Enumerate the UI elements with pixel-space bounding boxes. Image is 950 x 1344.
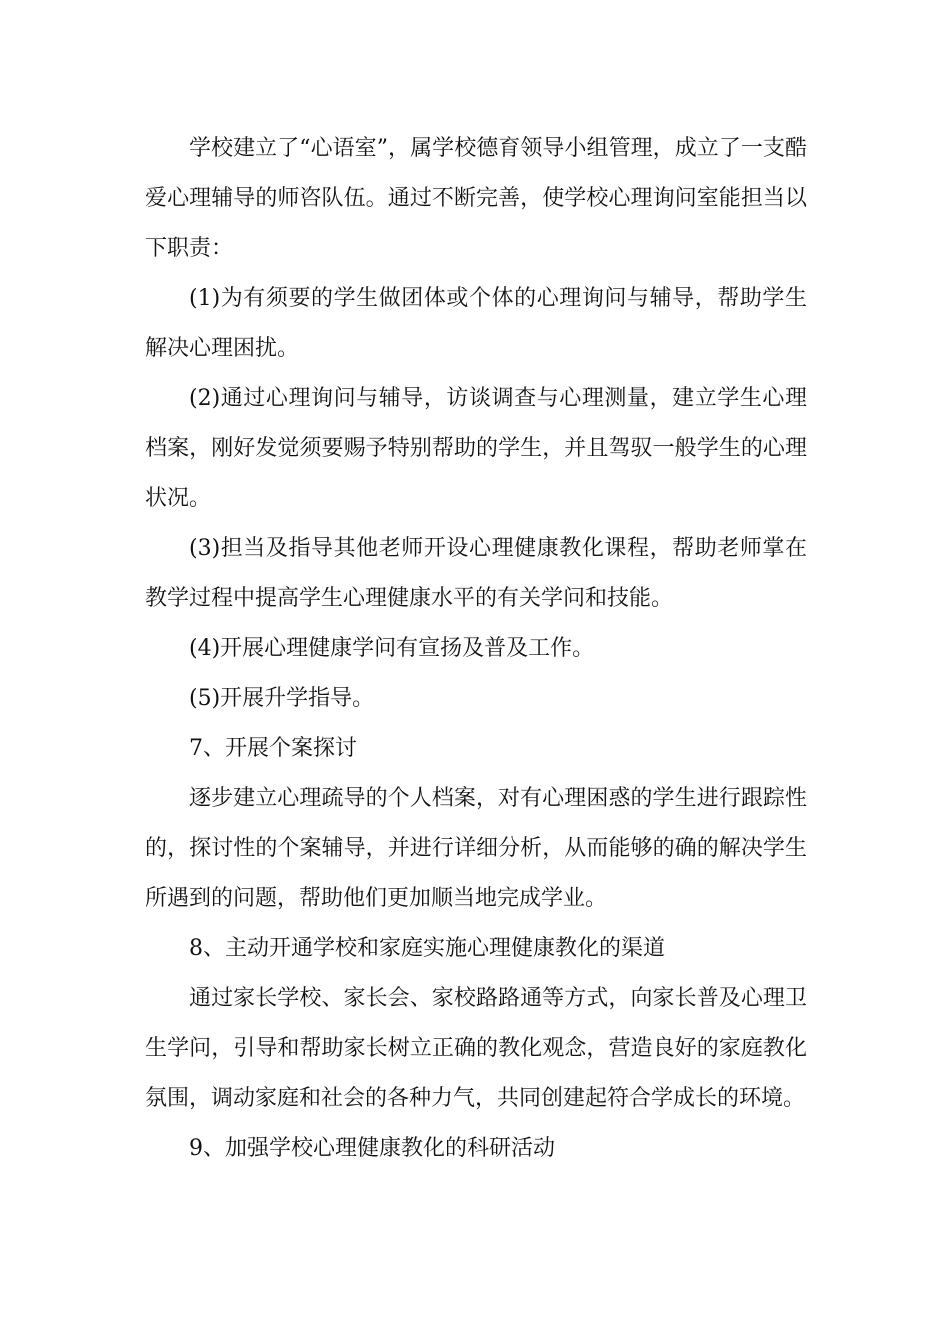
paragraph-family-channel: 通过家长学校、家长会、家校路路通等方式，向家长普及心理卫生学问，引导和帮助家长树立正确的教化观念，营造良好的家庭教化氛围，调动家庭和社会的各种力气，共同创建起符合学成长的环境。: [145, 986, 807, 1111]
paragraph-duty-3: (3)担当及指导其他老师开设心理健康教化课程，帮助老师掌在教学过程中提高学生心理健康水平的有关学问和技能。: [145, 536, 807, 611]
section-heading-7: 7、开展个案探讨: [189, 736, 357, 761]
paragraph-intro: 学校建立了“心语室”，属学校德育领导小组管理，成立了一支酷爱心理辅导的师咨队伍。通过不断完善，使学校心理询问室能担当以下职责：: [145, 136, 807, 261]
paragraph-duty-5: (5)开展升学指导。: [189, 686, 375, 711]
paragraph-duty-2: (2)通过心理询问与辅导，访谈调查与心理测量，建立学生心理档案，刚好发觉须要赐予特别帮助的学生，并且驾驭一般学生的心理状况。: [145, 386, 807, 511]
paragraph-duty-1: (1)为有须要的学生做团体或个体的心理询问与辅导，帮助学生解决心理困扰。: [145, 286, 807, 361]
paragraph-duty-4: (4)开展心理健康学问有宣扬及普及工作。: [189, 636, 595, 661]
section-heading-9: 9、加强学校心理健康教化的科研活动: [189, 1136, 555, 1161]
document-body: [145, 124, 807, 1174]
paragraph-case-study: 逐步建立心理疏导的个人档案，对有心理困惑的学生进行跟踪性的，探讨性的个案辅导，并进行详细分析，从而能够的确的解决学生所遇到的问题，帮助他们更加顺当地完成学业。: [145, 786, 807, 911]
section-heading-8: 8、主动开通学校和家庭实施心理健康教化的渠道: [189, 936, 665, 961]
